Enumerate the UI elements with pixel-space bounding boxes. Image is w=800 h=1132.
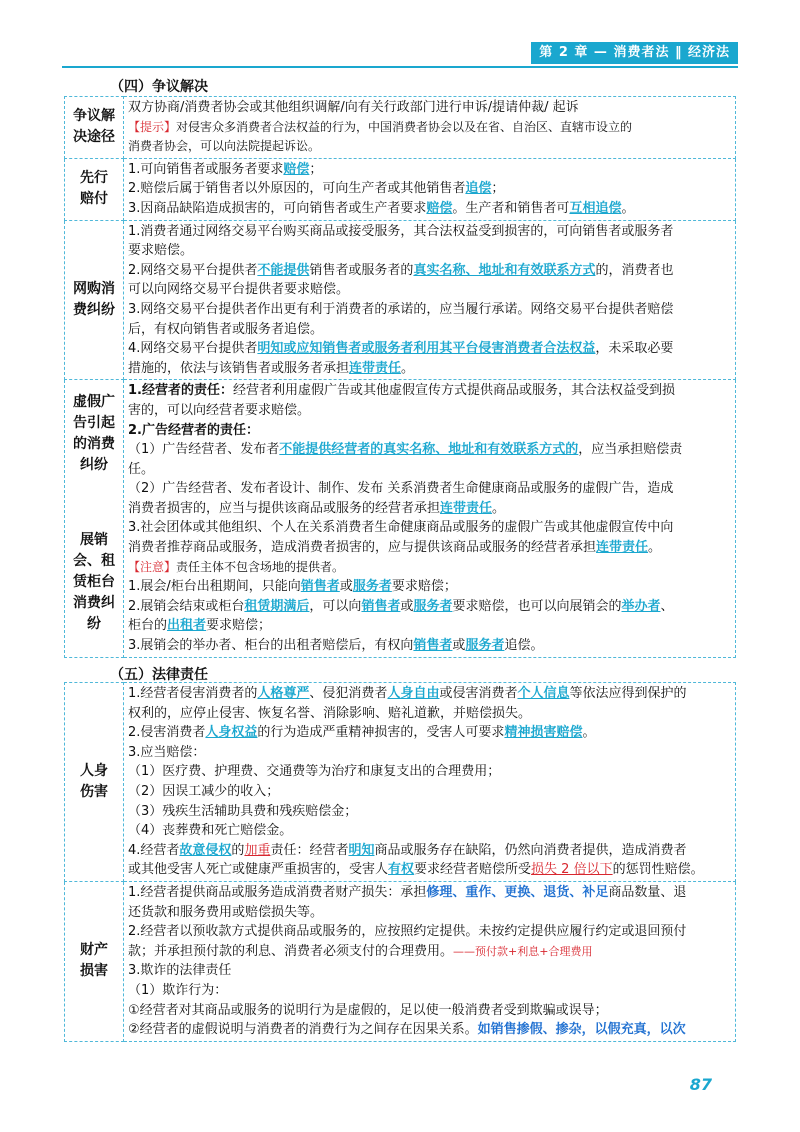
row-advance-compensation	[65, 158, 736, 220]
content-dispute-channels: 双方协商/消费者协会或其他组织调解/向有关行政部门进行申诉/提请仲裁/ 起诉 【提示】对侵害众多消费者合法权益的行为，中国消费者协会以及在省、自治区、直辖市设立的 消费者协会，可以向法院提起诉讼。	[124, 97, 736, 159]
attention-tag: 【注意】	[128, 559, 177, 574]
section-title-liability: （五）法律责任	[110, 667, 208, 683]
legal-liability-table	[64, 682, 736, 1042]
label-online-shopping: 网购消 费纠纷	[65, 220, 124, 380]
row-dispute-channels	[65, 97, 736, 159]
row-property-damage	[65, 881, 736, 1041]
label-dispute-channels: 争议解 决途径	[65, 97, 124, 159]
row-personal-injury	[65, 683, 736, 882]
content-advance-compensation: 1.可向销售者或服务者要求赔偿； 2.赔偿后属于销售者以外原因的，可向生产者或其他销售者追偿； 3.因商品缺陷造成损害的，可向销售者或生产者要求赔偿。生产者和销售者可互相追偿。	[124, 158, 736, 220]
label-personal-injury: 人身 伤害	[65, 683, 124, 882]
row-false-ad-and-exhibition	[65, 380, 736, 657]
content-false-ad-and-exhibition: 1.经营者的责任：经营者利用虚假广告或其他虚假宣传方式提供商品或服务，其合法权益受到损 害的，可以向经营者要求赔偿。 2.广告经营者的责任： （1）广告经营者、发布者不能提供经营者的真实名称、地址和有效联系方式的，应当承担赔偿责 任。 （2）广告经营者、发布者设计、制作、发布 关系消费者生命健康商品或服务的虚假广告，造成 消费者损害的，应当与提供该商品或服务的经营者承担连带责任。 3.社会团体或其他组织、个人在关系消费者生命健康商品或服务的虚假广告或其他虚假宣传中向 消费者推荐商品或服务，造成消费者损害的，应与提供该商品或服务的经营者承担连带责任。 【注意】责任主体不包含场地的提供者。 1.展会/柜台出租期间，只能向销售者或服务者要求赔偿； 2.展销会结束或柜台租赁期满后，可以向销售者或服务者要求赔偿，也可以向展销会的举办者、 柜台的出租者要求赔偿； 3.展销会的举办者、柜台的出租者赔偿后，有权向销售者或服务者追偿。	[124, 380, 736, 657]
row-online-shopping	[65, 220, 736, 380]
label-advance-compensation: 先行 赔付	[65, 158, 124, 220]
label-false-ad-and-exhibition: 虚假广 告引起 的消费 纠纷 展销 会、租 赁柜台 消费纠 纷	[65, 380, 124, 657]
section-title-dispute: （四）争议解决	[110, 79, 208, 95]
page-number: 87	[689, 1075, 712, 1094]
content-property-damage: 1.经营者提供商品或服务造成消费者财产损失：承担修理、重作、更换、退货、补足商品数量、退 还货款和服务费用或赔偿损失等。 2.经营者以预收款方式提供商品或服务的，应按照约定提供。未按约定提供应履行约定或退回预付 款；并承担预付款的利息、消费者必须支付的合理费用。——预付款+利息+合理费用 3.欺诈的法律责任 （1）欺诈行为： ①经营者对其商品或服务的说明行为是虚假的，足以使一般消费者受到欺骗或误导； ②经营者的虚假说明与消费者的消费行为之间存在因果关系。如销售掺假、掺杂，以假充真，以次	[124, 881, 736, 1041]
tip-tag: 【提示】	[128, 119, 177, 134]
dispute-resolution-table	[64, 96, 736, 658]
label-property-damage: 财产 损害	[65, 881, 124, 1041]
content-personal-injury: 1.经营者侵害消费者的人格尊严、侵犯消费者人身自由或侵害消费者个人信息等依法应得到保护的 权利的，应停止侵害、恢复名誉、消除影响、赔礼道歉，并赔偿损失。 2.侵害消费者人身权益的行为造成严重精神损害的，受害人可要求精神损害赔偿。 3.应当赔偿： （1）医疗费、护理费、交通费等为治疗和康复支出的合理费用； （2）因误工减少的收入； （3）残疾生活辅助具费和残疾赔偿金； （4）丧葬费和死亡赔偿金。 4.经营者故意侵权的加重责任：经营者明知商品或服务存在缺陷，仍然向消费者提供，造成消费者 或其他受害人死亡或健康严重损害的，受害人有权要求经营者赔偿所受损失 2 倍以下的惩罚性赔偿。	[124, 683, 736, 882]
header-rule	[62, 66, 738, 68]
content-online-shopping: 1.消费者通过网络交易平台购买商品或接受服务，其合法权益受到损害的，可向销售者或服务者 要求赔偿。 2.网络交易平台提供者不能提供销售者或服务者的真实名称、地址和有效联系方式的，消费者也 可以向网络交易平台提供者要求赔偿。 3.网络交易平台提供者作出更有利于消费者的承诺的，应当履行承诺。网络交易平台提供者赔偿 后，有权向销售者或服务者追偿。 4.网络交易平台提供者明知或应知销售者或服务者利用其平台侵害消费者合法权益，未采取必要 措施的，依法与该销售者或服务者承担连带责任。	[124, 220, 736, 380]
chapter-header: 第 2 章 — 消费者法 ‖ 经济法	[531, 42, 738, 64]
